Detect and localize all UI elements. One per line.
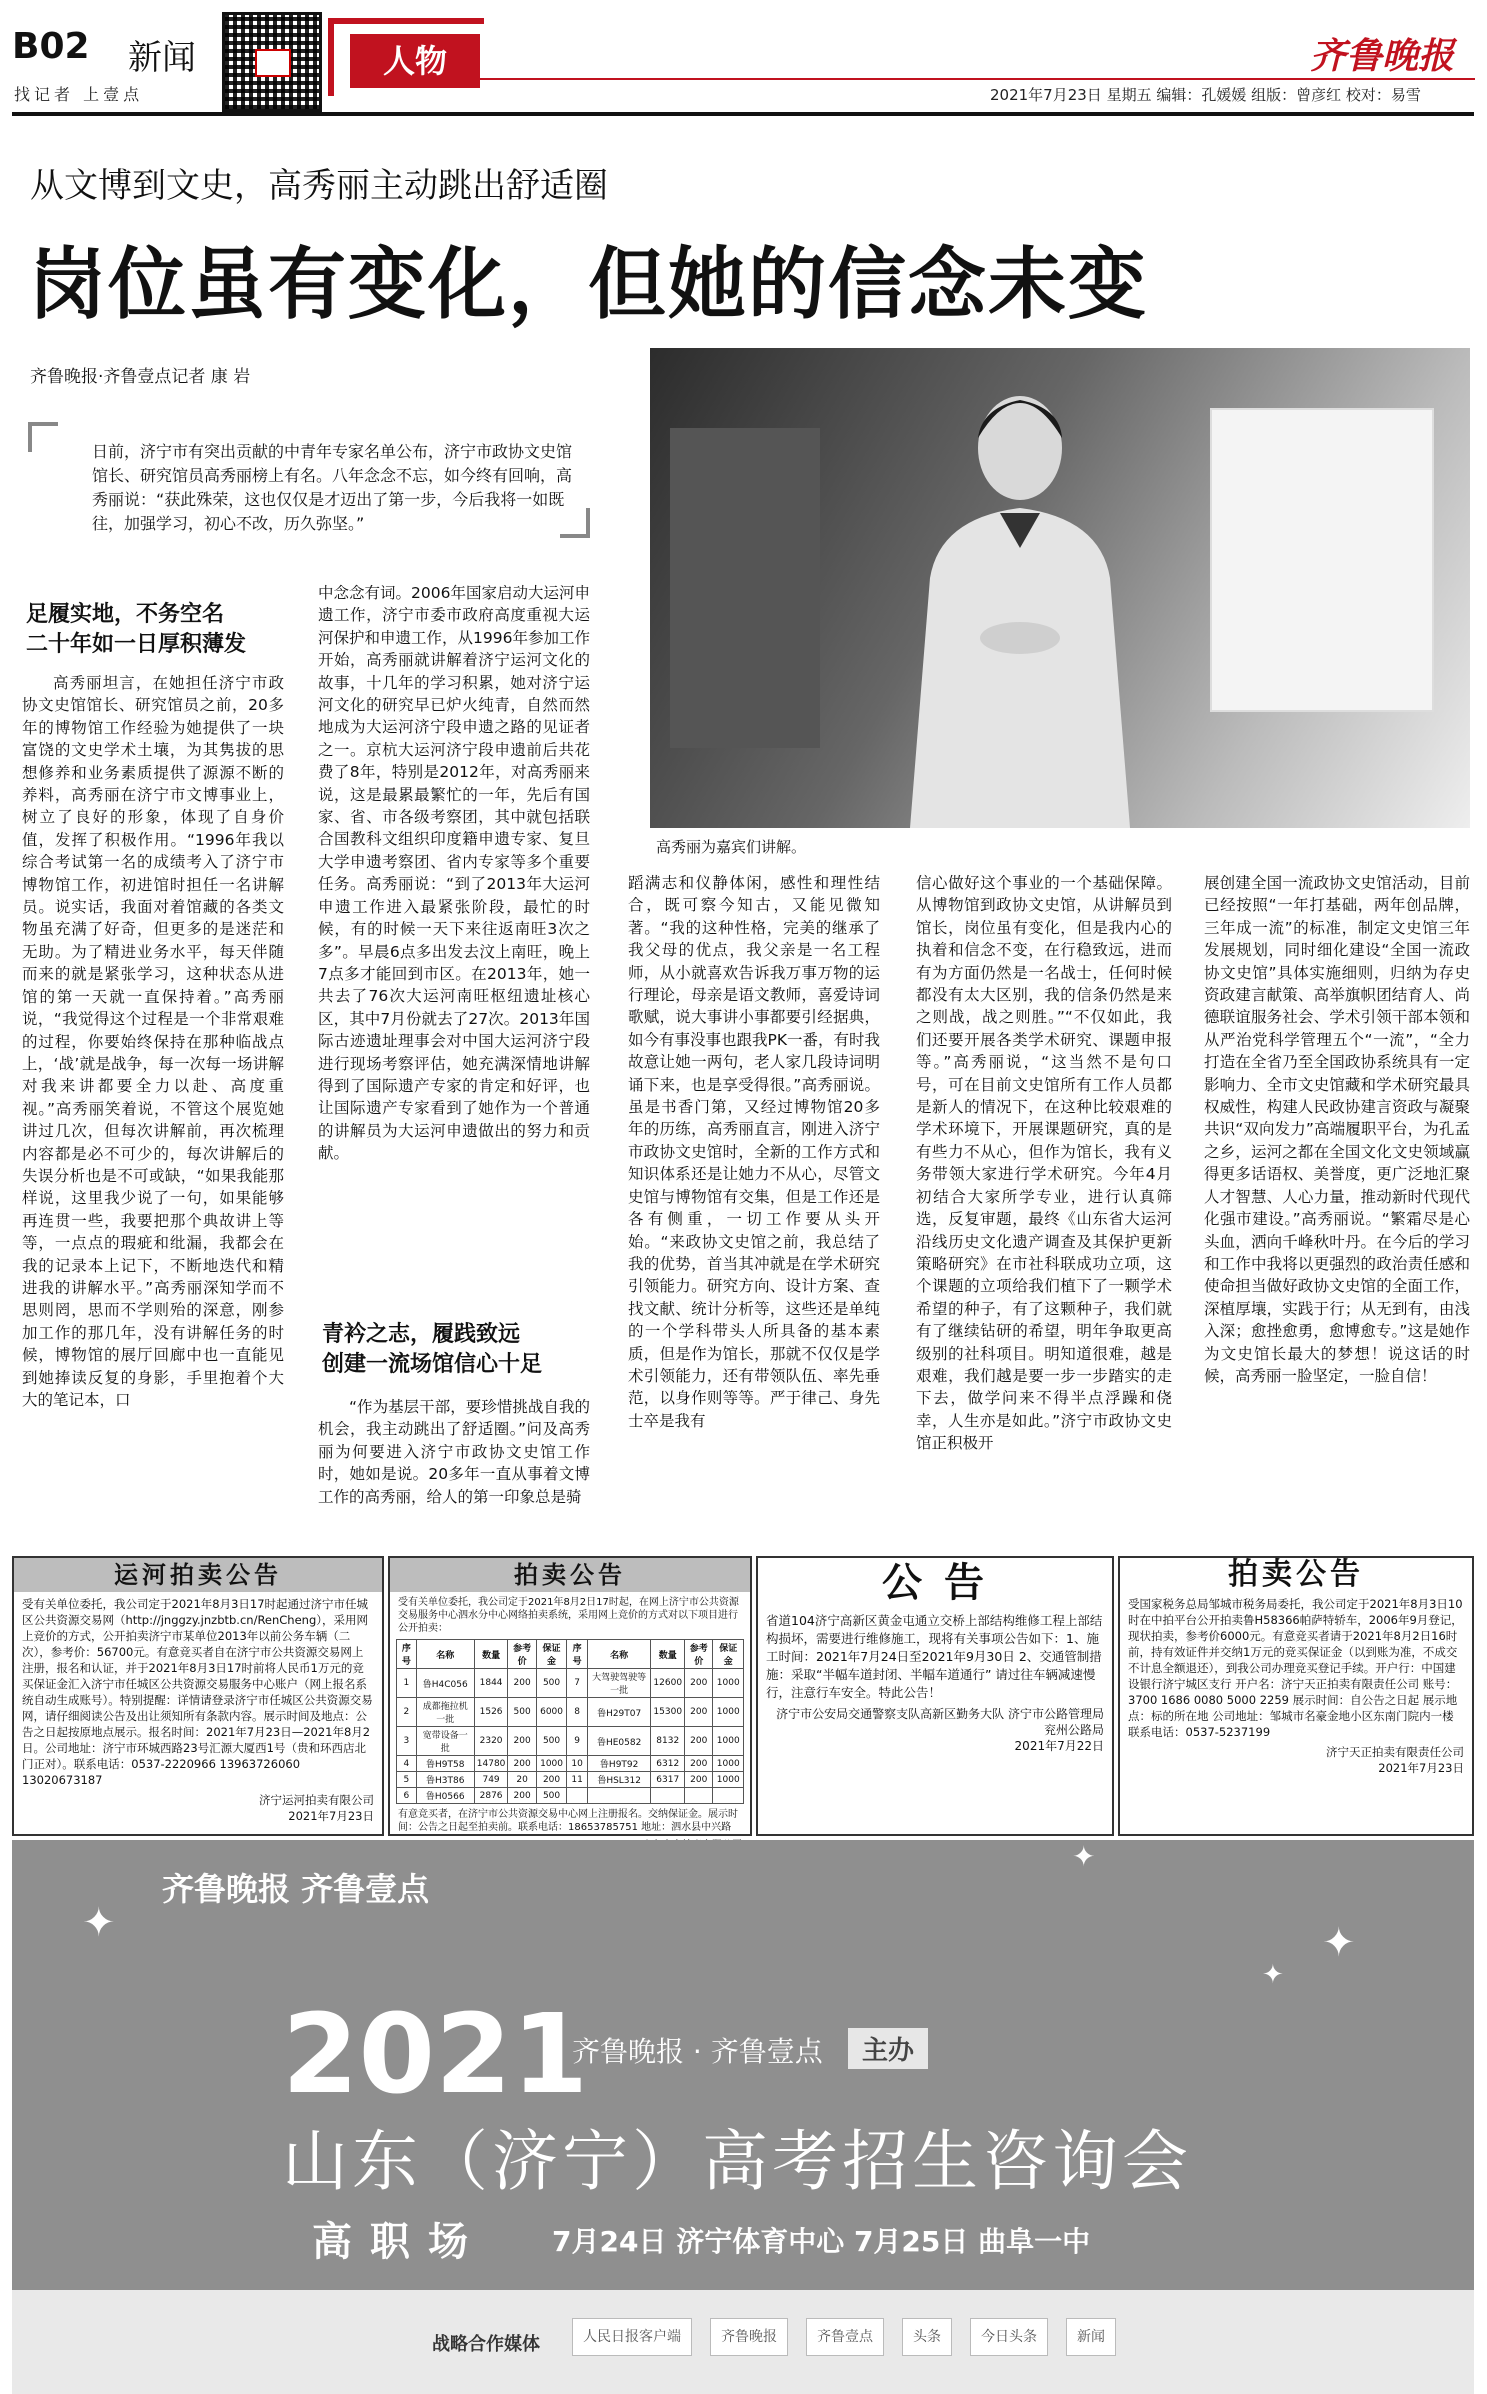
table-cell: 1526	[474, 1698, 508, 1727]
section2-title-2: 创建一流场馆信心十足	[322, 1352, 543, 1377]
table-cell: 2320	[474, 1727, 508, 1756]
table-cell: 1	[397, 1669, 417, 1698]
table-cell: 宽带设备一批	[416, 1727, 474, 1756]
qr-code-icon[interactable]	[222, 12, 322, 112]
exhibit-panel	[1210, 408, 1434, 712]
table-cell: 500	[536, 1727, 567, 1756]
table-row	[397, 1756, 744, 1772]
table-cell: 1000	[536, 1756, 567, 1772]
table-cell: 12600	[651, 1669, 685, 1698]
banner-host-tag: 主办	[848, 2028, 928, 2069]
notice-auction-table	[388, 1556, 752, 1836]
woman-figure-icon	[890, 378, 1150, 828]
banner-organizers: 齐鲁晚报 · 齐鲁壹点	[572, 2035, 823, 2068]
table-cell: 200	[508, 1788, 536, 1804]
table-header-cell: 序号	[567, 1640, 588, 1669]
lead-paragraph	[36, 440, 616, 536]
table-cell: 14780	[474, 1756, 508, 1772]
table-cell: 5	[397, 1772, 417, 1788]
date-editor-line: 2021年7月23日 星期五 编辑：孔媛媛 组版：曾彦红 校对：易雪	[990, 86, 1421, 104]
paper-logo: 齐鲁晚报	[1310, 35, 1455, 77]
partner-logo[interactable]: 齐鲁壹点	[806, 2318, 884, 2356]
partner-logo[interactable]: 头条	[902, 2318, 952, 2356]
notice-date: 2021年7月23日	[288, 1809, 374, 1823]
table-cell: 3	[397, 1727, 417, 1756]
notice-signature: 济宁市公安局交通警察支队高新区勤务大队 济宁市公路管理局兖州公路局	[776, 1707, 1104, 1737]
article-column-4: 信心做好这个事业的一个基础保障。从博物馆到政协文史馆，从讲解员到馆长，岗位虽有变化，但是我内心的执着和信念不变，在行稳致远，进而有为方面仍然是一名战士，任何时候都没有太大区别，我的信条仍然是来之则战，战之则胜。”“不仅如此，我们还要开展各类学术研究、课题申报等。”高秀丽说，“这当然不是句口号，可在目前文史馆所有工作人员都是新人的情况下，在这种比较艰难的学术环境下，开展课题研究，真的是有些力不从心，但作为馆长，我有义务带领大家进行学术研究。今年4月初结合大家所学专业，进行认真筛选，反复审题，最终《山东省大运河沿线历史文化遗产调查及其保护更新策略研究》在市社科联成功立项，这个课题的立项给我们植下了一颗学术希望的种子，有了这颗种子，我们就有了继续钻研的希望，明年争取更高级别的社科项目。明知道很难，越是艰难，我们越是要一步一步踏实的走下去，做学问来不得半点浮躁和侥幸，人生亦是如此。”济宁市政协文史馆正积极开	[916, 874, 1172, 1453]
table-cell: 200	[685, 1669, 713, 1698]
table-cell: 20	[508, 1772, 536, 1788]
table-cell	[651, 1788, 685, 1804]
table-header-row	[397, 1640, 744, 1669]
lead-text: 日前，济宁市有突出贡献的中青年专家名单公布，济宁市政协文史馆馆长、研究馆员高秀丽榜上有名。八年念念不忘，如今终有回响，高秀丽说：“获此殊荣，这也仅仅是才迈出了第一步，今后我将一如既往，加强学习，初心不改，历久弥坚。”	[92, 442, 573, 533]
table-header-cell: 保证金	[536, 1640, 567, 1669]
table-cell: 7	[567, 1669, 588, 1698]
event-banner[interactable]	[12, 1840, 1474, 2394]
notice-signature: 济宁天正拍卖有限责任公司	[1326, 1745, 1464, 1759]
section2-title-1: 青衿之志，履践致远	[322, 1322, 521, 1347]
table-cell: 1844	[474, 1669, 508, 1698]
banner-logos: 齐鲁晚报 齐鲁壹点	[162, 1870, 430, 1908]
auction-table	[396, 1639, 744, 1804]
table-cell: 200	[508, 1669, 536, 1698]
auction-table-wrap	[390, 1639, 750, 1804]
notice-date: 2021年7月22日	[1014, 1739, 1104, 1753]
table-row	[397, 1772, 744, 1788]
article-column-5: 展创建全国一流政协文史馆活动，目前已经按照“一年打基础，两年创品牌，三年成一流”的标准，制定文史馆三年发展规划，同时细化建设“全国一流政协文史馆”具体实施细则，归纳为存史资政建言献策、高举旗帜团结育人、尚德联谊服务社会、学术引领干部本领和从严治党科学管理五个“一流”，“全力打造在全省乃至全国政协系统具有一定影响力、全市文史馆藏和学术研究最具权威性，构建人民政协建言资政与凝聚共识“双向发力”高端履职平台，为孔孟之乡，运河之都在全国文化文史领域赢得更多话语权、美誉度，更广泛地汇聚人才智慧、人心力量，推动新时代现代化强市建设。”高秀丽说。“繁霜尽是心头血，洒向千峰秋叶丹。在今后的学习和工作中我将以更强烈的政治责任感和使命担当做好政协文史馆的全面工作，深植厚壤，实践于行；从无到有，由浅入深；愈挫愈勇，愈博愈专。”这是她作为文史馆长最大的梦想！说这话的时候，高秀丽一脸坚定，一脸自信！	[1204, 874, 1470, 1385]
table-cell: 6	[397, 1788, 417, 1804]
table-cell: 2876	[474, 1788, 508, 1804]
table-header-cell: 序号	[397, 1640, 417, 1669]
table-cell: 10	[567, 1756, 588, 1772]
table-cell: 成都拖拉机一批	[416, 1698, 474, 1727]
table-cell: 200	[536, 1772, 567, 1788]
notice-body: 受有关单位委托，我公司定于2021年8月2日17时起，在网上济宁市公共资源交易服务中心泗水分中心网络拍卖系统，采用网上竞价的方式对以下项目进行公开拍卖：	[398, 1597, 739, 1634]
table-cell: 鲁H0566	[416, 1788, 474, 1804]
table-cell: 200	[508, 1756, 536, 1772]
notice-road-closure	[756, 1556, 1114, 1836]
notice-footer: 有意竞买者，在济宁市公共资源交易中心网上注册报名。交纳保证金。展示时间：公告之日起至拍卖前。联系电话：18653785751 地址：泗水县中兴路	[398, 1809, 738, 1833]
table-cell: 15300	[651, 1698, 685, 1727]
notice-title: 拍卖公告	[1120, 1558, 1472, 1592]
photo-caption: 高秀丽为嘉宾们讲解。	[656, 838, 807, 856]
main-headline: 岗位虽有变化，但她的信念未变	[28, 240, 1149, 330]
table-cell: 11	[567, 1772, 588, 1788]
table-cell: 1000	[713, 1772, 744, 1788]
kicker-headline: 从文博到文史，高秀丽主动跳出舒适圈	[30, 166, 608, 206]
table-cell	[685, 1788, 713, 1804]
table-header-cell: 数量	[474, 1640, 508, 1669]
partner-logos	[572, 2318, 1116, 2356]
table-header-cell: 名称	[587, 1640, 651, 1669]
table-header-cell: 参考价	[508, 1640, 536, 1669]
partner-logo[interactable]: 人民日报客户端	[572, 2318, 692, 2356]
article-column-2a: 中念念有词。2006年国家启动大运河申遗工作，济宁市委市政府高度重视大运河保护和申遗工作，从1996年参加工作开始，高秀丽就讲解着济宁运河文化的故事，十几年的学习积累，她对济宁运河文化的研究早已炉火纯青，自然而然地成为大运河济宁段申遗之路的见证者之一。京杭大运河济宁段申遗前后共花费了8年，特别是2012年，对高秀丽来说，这是最累最繁忙的一年，先后有国家、省、市各级考察团，其中就包括联合国教科文组织印度籍申遗专家、复旦大学申遗考察团、省内专家等多个重要任务。高秀丽说：“到了2013年大运河申遗工作进入最紧张阶段，最忙的时候，有的时候一天下来往返南旺3次之多”。早晨6点多出发去汶上南旺，晚上7点多才能回到市区。在2013年，她一共去了76次大运河南旺枢纽遗址核心区，其中7月份就去了27次。2013年国际古迹遗址理事会对中国大运河济宁段进行现场考察评估，她充满深情地讲解得到了国际遗产专家的肯定和好评，也让国际遗产专家看到了她作为一个普通的讲解员为大运河申遗做出的努力和贡献。	[318, 584, 590, 1163]
table-cell: 4	[397, 1756, 417, 1772]
table-row	[397, 1698, 744, 1727]
table-cell: 6312	[651, 1756, 685, 1772]
article-column-2b: “作为基层干部，要珍惜挑战自我的机会，我主动跳出了舒适圈。”问及高秀丽为何要进入济宁市政协文史馆工作时，她如是说。20多年一直从事着文博工作的高秀丽，给人的第一印象总是骑	[318, 1398, 590, 1506]
banner-year: 2021	[282, 1990, 589, 2118]
section1-title-1: 足履实地，不务空名	[26, 602, 225, 627]
lead-bracket-right	[560, 508, 590, 538]
sparkle-icon: ✦	[1072, 1840, 1096, 1873]
table-cell	[567, 1788, 588, 1804]
notice-canal-auction	[12, 1556, 384, 1836]
table-cell: 200	[685, 1756, 713, 1772]
table-cell: 鲁HSL312	[587, 1772, 651, 1788]
table-cell: 9	[567, 1727, 588, 1756]
slogan: 找记者 上壹点	[14, 85, 144, 104]
table-header-cell: 数量	[651, 1640, 685, 1669]
section-tab: 人物	[350, 34, 480, 88]
table-cell: 鲁H9T92	[587, 1756, 651, 1772]
table-cell: 鲁H29T07	[587, 1698, 651, 1727]
table-header-cell: 参考价	[685, 1640, 713, 1669]
table-row	[397, 1669, 744, 1698]
table-cell: 8	[567, 1698, 588, 1727]
article-column-1: 高秀丽坦言，在她担任济宁市政协文史馆馆长、研究馆员之前，20多年的博物馆工作经验为她提供了一块富饶的文史学术土壤，为其隽拔的思想修养和业务素质提供了源源不断的养料，高秀丽在济宁市文博事业上，树立了良好的形象，体现了自身价值，发挥了积极作用。“1996年我以综合考试第一名的成绩考入了济宁市博物馆工作，初进馆时担任一名讲解员。说实话，我面对着馆藏的各类文物虽充满了好奇，但更多的是迷茫和无助。为了精进业务水平，每天伴随而来的就是紧张学习，这种状态从进馆的第一天就一直保持着。”高秀丽说，“我觉得这个过程是一个非常艰难的过程，你要始终保持在那种临战点上，‘战’就是战争，每一次每一场讲解对我来讲都要全力以赴、高度重视。”高秀丽笑着说，不管这个展览她讲过几次，但每次讲解前，再次梳理内容都是必不可少的，每次讲解后的失误分析也是不可或缺，“如果我能那样说，这里我少说了一句，如果能够再连贯一些，我要把那个典故讲上等等，一点点的瑕疵和纰漏，我都会在我的记录本上记下，不断地迭代和精进我的讲解水平。”高秀丽深知学而不思则罔，思而不学则殆的深意，刚参加工作的那几年，没有讲解任务的时候，博物馆的展厅回廊中也一直能见到她捧读反复的身影，手里抱着个大大的笔记本，口	[22, 674, 284, 1409]
notice-body: 省道104济宁高新区黄金屯通立交桥上部结构维修工程上部结构损坏，需要进行维修施工，现将有关事项公告如下：1、施工时间：2021年7月24日至2021年9月30日 2、交通管制措施：采取“半幅车道封闭、半幅车道通行” 请过往车辆减速慢行，注意行车安全。特此公告！	[766, 1613, 1103, 1700]
notice-title: 运河拍卖公告	[14, 1558, 382, 1592]
banner-session: 高职场	[312, 2219, 486, 2265]
table-body	[397, 1669, 744, 1804]
table-cell: 500	[508, 1698, 536, 1727]
sparkle-icon: ✦	[1262, 1960, 1284, 1990]
notice-signature: 济宁运河拍卖有限公司	[259, 1793, 374, 1807]
partners-label: 战略合作媒体	[432, 2334, 540, 2355]
table-cell: 200	[685, 1698, 713, 1727]
byline: 齐鲁晚报·齐鲁壹点记者 康 岩	[30, 367, 251, 387]
sparkle-icon: ✦	[82, 1900, 116, 1946]
notice-title: 拍卖公告	[390, 1558, 750, 1592]
table-header-cell: 名称	[416, 1640, 474, 1669]
partner-logo[interactable]: 今日头条	[970, 2318, 1048, 2356]
article-column-3: 蹈满志和仪静体闲，感性和理性结合，既可察今知古，又能见微知著。“我的这种性格，完美的继承了我父母的优点，我父亲是一名工程师，从小就喜欢告诉我万事万物的运行理论，母亲是语文教师，喜爱诗词歌赋，说大事讲小事都要引经据典，如今有事没事也跟我PK一番，有时我故意让她一两句，老人家几段诗词明诵下来，也是享受得很。”高秀丽说。虽是书香门第，又经过博物馆20多年的历练，高秀丽直言，刚进入济宁市政协文史馆时，全新的工作方式和知识体系还是让她力不从心，尽管文史馆与博物馆有交集，但是工作还是各有侧重，一切工作要从头开始。“来政协文史馆之前，我总结了我的优势，首当其冲就是在学术研究引领能力。研究方向、设计方案、查找文献、统计分析等，这些还是单纯的一个学科带头人所具备的基本素质，但是作为馆长，那就不仅仅是学术引领能力，还有带领队伍、率先垂范，以身作则等等。严于律己、身先士卒是我有	[628, 874, 881, 1430]
sparkle-icon: ✦	[1322, 1920, 1356, 1966]
header-rule	[12, 112, 1474, 116]
table-cell: 200	[685, 1772, 713, 1788]
table-cell	[713, 1788, 744, 1804]
section1-title-2: 二十年如一日厚积薄发	[26, 632, 247, 657]
table-cell: 鲁H3T86	[416, 1772, 474, 1788]
section-name: 新闻	[128, 38, 196, 78]
notice-date: 2021年7月23日	[1378, 1761, 1464, 1775]
partner-logo[interactable]: 齐鲁晚报	[710, 2318, 788, 2356]
table-row	[397, 1788, 744, 1804]
table-cell: 200	[685, 1727, 713, 1756]
table-cell: 6000	[536, 1698, 567, 1727]
table-cell: 2	[397, 1698, 417, 1727]
banner-title: 山东（济宁）高考招生咨询会	[282, 2123, 1192, 2200]
table-row	[397, 1727, 744, 1756]
table-cell: 鲁H9T58	[416, 1756, 474, 1772]
table-cell: 1000	[713, 1669, 744, 1698]
notice-body: 受国家税务总局邹城市税务局委托，我公司定于2021年8月3日10时在中拍平台公开拍卖鲁H58366帕萨特轿车，2006年9月登记，现状拍卖，参考价6000元。有意竞买者请于2021年8月2日16时前，持有效证件并交纳1万元的竞买保证金（以到账为准，不成交不计息全额退还），到我公司办理竞买登记手续。开户行：中国建设银行济宁城区支行 开户名：济宁天正拍卖有限责任公司 账号：3700 1686 0080 5000 2259 展示时间：自公告之日起 展示地点：标的所在地 公司地址：邹城市名豪金地小区东南门院内一楼 联系电话：0537-5237199	[1128, 1597, 1463, 1739]
table-cell: 8132	[651, 1727, 685, 1756]
exhibit-shelf	[670, 428, 820, 748]
table-cell: 500	[536, 1669, 567, 1698]
table-cell: 鲁H4C056	[416, 1669, 474, 1698]
page-code: B02	[12, 26, 90, 67]
table-header-cell: 保证金	[713, 1640, 744, 1669]
notice-body: 受有关单位委托，我公司定于2021年8月3日17时起通过济宁市任城区公共资源交易网（http://jnggzy.jnzbtb.cn/RenCheng），采用网上竞价的方式，公开拍卖济宁市某单位2013年以前公务车辆（二次），参考价：56700元。有意竞买者自在济宁市公共资源交易网上注册，报名和认证，并于2021年8月3日17时前将人民币1万元的竞买保证金汇入济宁市任城区公共资源交易服务中心账户（网上报名系统自动生成账号）。特别提醒：详情请登录济宁市任城区公共资源交易网，请仔细阅读公告及出让须知所有条款内容。展示时间及地点：公告之日起按原地点展示。报名时间：2021年7月23日—2021年8月2日。公司地址：济宁市环城西路23号汇源大厦西1号（贵和环西店北门正对）。联系电话：0537-2220966 13963726060 13020673187	[22, 1597, 373, 1787]
table-cell: 200	[508, 1727, 536, 1756]
table-cell: 1000	[713, 1727, 744, 1756]
table-cell	[587, 1788, 651, 1804]
table-cell: 6317	[651, 1772, 685, 1788]
notice-band	[12, 1556, 1474, 1836]
table-cell: 1000	[713, 1756, 744, 1772]
table-cell: 1000	[713, 1698, 744, 1727]
table-cell: 大驾驶驾驶等一批	[587, 1669, 651, 1698]
table-cell: 500	[536, 1788, 567, 1804]
notice-title: 公 告	[758, 1558, 1112, 1608]
feature-photo	[650, 348, 1470, 828]
table-cell: 鲁HE0582	[587, 1727, 651, 1756]
table-cell: 749	[474, 1772, 508, 1788]
banner-dates: 7月24日 济宁体育中心 7月25日 曲阜一中	[552, 2225, 1091, 2258]
partner-logo[interactable]: 新闻	[1066, 2318, 1116, 2356]
notice-tax-auction	[1118, 1556, 1474, 1836]
